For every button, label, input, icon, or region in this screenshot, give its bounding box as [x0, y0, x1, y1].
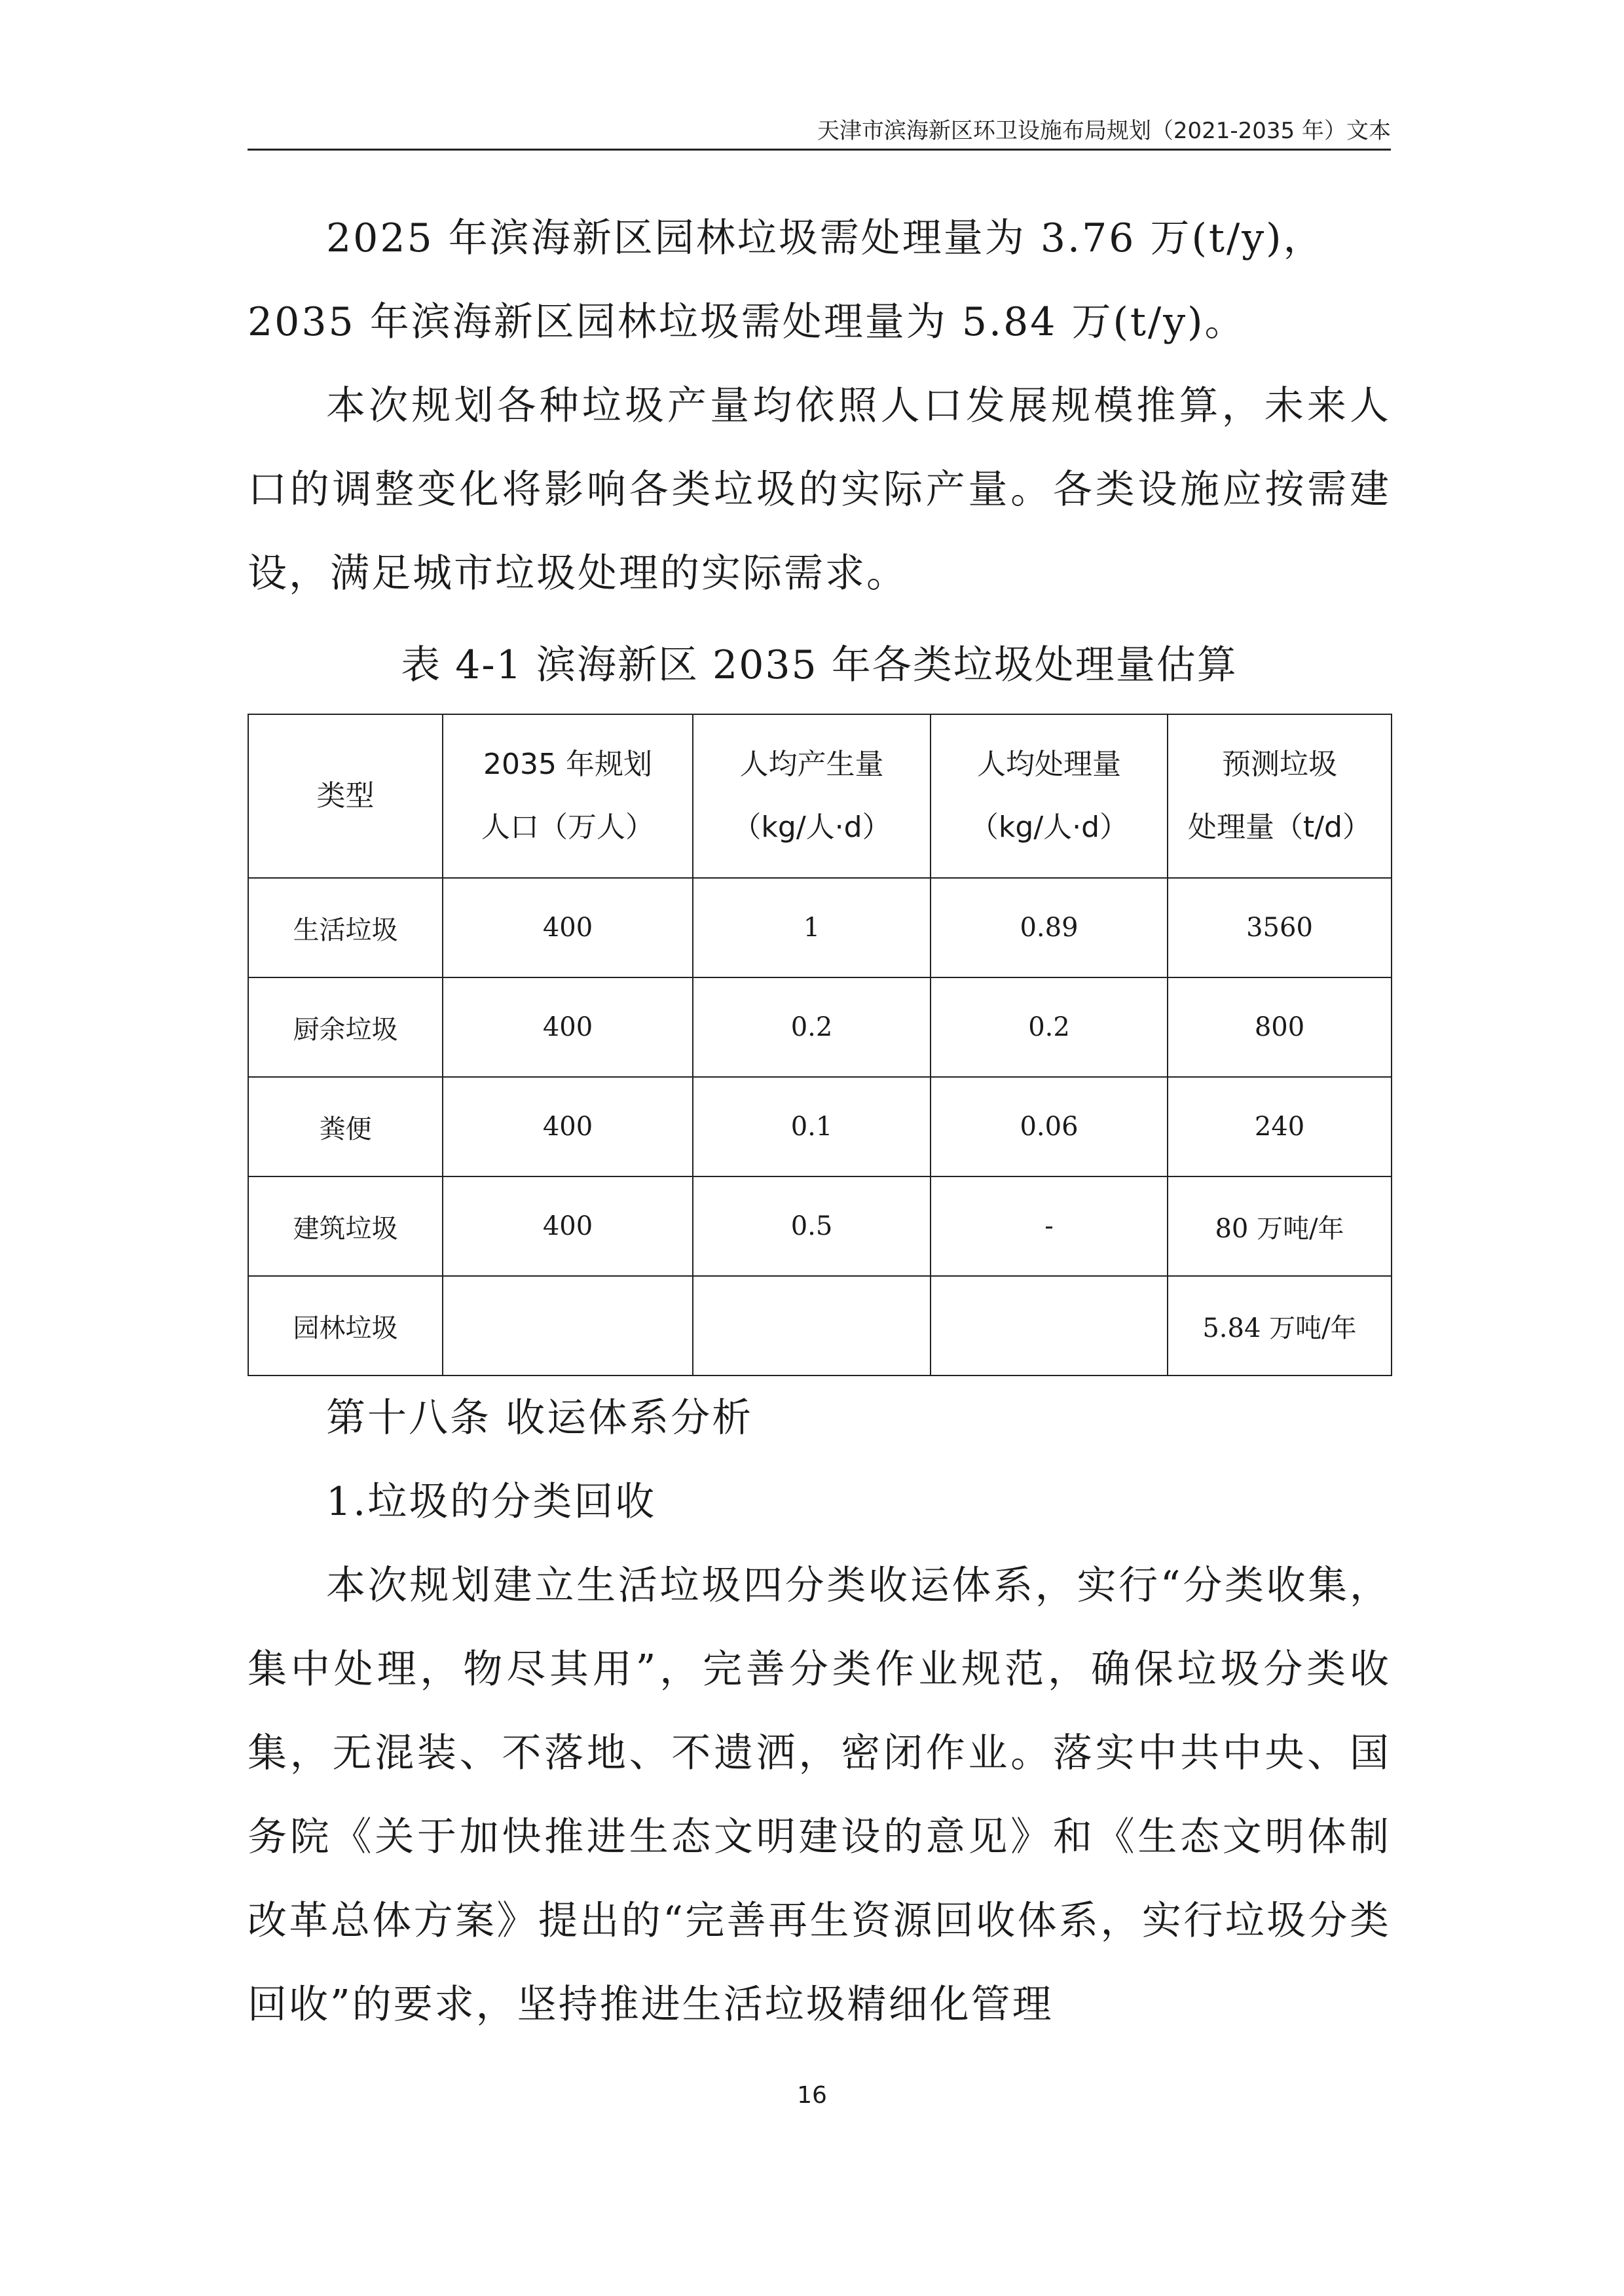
table-row — [248, 1176, 1392, 1276]
cell-population: 400 — [443, 1077, 693, 1176]
cell-population: 400 — [443, 878, 693, 977]
cell-generation: 0.2 — [693, 977, 931, 1077]
article-title: 第十八条 收运体系分析 — [326, 1395, 754, 1441]
body-text-top — [248, 196, 1391, 615]
cell-type: 建筑垃圾 — [248, 1176, 443, 1276]
header-population: 2035 年规划 人口（万人） — [443, 714, 693, 878]
cell-treatment: 0.89 — [931, 878, 1168, 977]
cell-population: 400 — [443, 977, 693, 1077]
section-subtitle: 1.垃圾的分类回收 — [326, 1479, 657, 1525]
cell-generation: 0.5 — [693, 1176, 931, 1276]
cell-volume: 800 — [1168, 977, 1392, 1077]
body-text-bottom — [248, 1544, 1391, 2047]
cell-treatment — [931, 1276, 1168, 1376]
cell-type: 园林垃圾 — [248, 1276, 443, 1376]
page-header — [248, 105, 1391, 151]
cell-volume: 3560 — [1168, 878, 1392, 977]
table-row — [248, 977, 1392, 1077]
cell-treatment: 0.06 — [931, 1077, 1168, 1176]
waste-estimate-table — [248, 714, 1392, 1376]
page-number: 16 — [797, 2082, 827, 2109]
paragraph-2035-garden-waste: 2035 年滨海新区园林垃圾需处理量为 5.84 万(t/y)。 — [248, 299, 1246, 345]
running-title: 天津市滨海新区环卫设施布局规划（2021-2035 年）文本 — [817, 118, 1391, 144]
table-header-row — [248, 714, 1392, 878]
cell-volume: 5.84 万吨/年 — [1168, 1276, 1392, 1376]
cell-generation — [693, 1276, 931, 1376]
cell-volume: 240 — [1168, 1077, 1392, 1176]
cell-treatment: 0.2 — [931, 977, 1168, 1077]
cell-population: 400 — [443, 1176, 693, 1276]
cell-treatment: - — [931, 1176, 1168, 1276]
header-type: 类型 — [248, 714, 443, 878]
cell-type: 生活垃圾 — [248, 878, 443, 977]
header-forecast-volume: 预测垃圾 处理量（t/d） — [1168, 714, 1392, 878]
cell-population — [443, 1276, 693, 1376]
table-row — [248, 1077, 1392, 1176]
cell-type: 粪便 — [248, 1077, 443, 1176]
table-caption: 表 4-1 滨海新区 2035 年各类垃圾处理量估算 — [401, 642, 1238, 688]
table-row — [248, 1276, 1392, 1376]
table-row — [248, 878, 1392, 977]
header-per-capita-treatment: 人均处理量 （kg/人·d） — [931, 714, 1168, 878]
paragraph-2025-garden-waste: 2025 年滨海新区园林垃圾需处理量为 3.76 万(t/y)， — [326, 215, 1325, 261]
cell-volume: 80 万吨/年 — [1168, 1176, 1392, 1276]
cell-generation: 1 — [693, 878, 931, 977]
header-per-capita-generation: 人均产生量 （kg/人·d） — [693, 714, 931, 878]
cell-generation: 0.1 — [693, 1077, 931, 1176]
paragraph-planning-note: 本次规划各种垃圾产量均依照人口发展规模推算，未来人口的调整变化将影响各类垃圾的实际产量。各类设施应按需建设，满足城市垃圾处理的实际需求。 — [248, 383, 1391, 596]
cell-type: 厨余垃圾 — [248, 977, 443, 1077]
paragraph-classification: 本次规划建立生活垃圾四分类收运体系，实行“分类收集，集中处理，物尽其用”，完善分类作业规范，确保垃圾分类收集，无混装、不落地、不遗洒，密闭作业。落实中共中央、国务院《关于加快推进生态文明建设的意见》和《生态文明体制改革总体方案》提出的“完善再生资源回收体系，实行垃圾分类回收”的要求，坚持推进生活垃圾精细化管理 — [248, 1563, 1391, 2028]
